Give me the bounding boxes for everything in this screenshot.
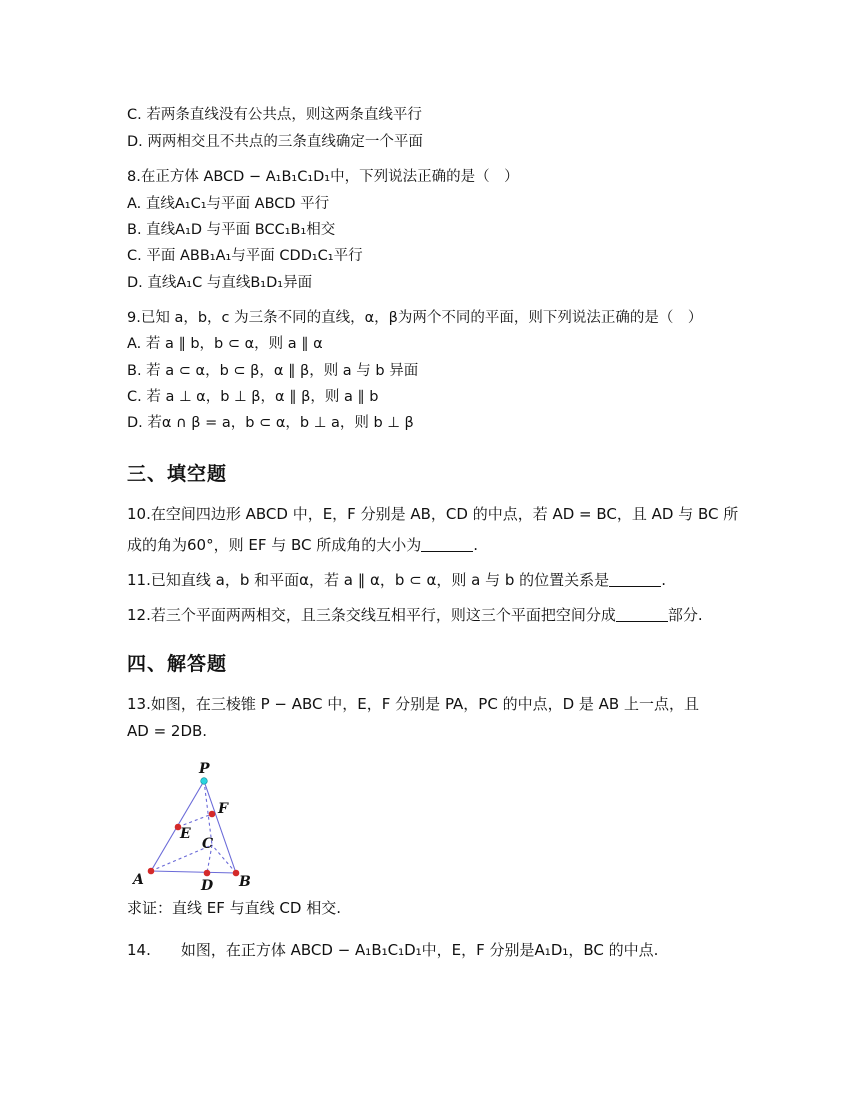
label-e: E: [180, 826, 191, 842]
question-11-text: 11.已知直线 a，b 和平面α，若 a ∥ α，b ⊂ α，则 a 与 b 的位置关系是: [127, 571, 610, 589]
point-d: [204, 870, 211, 877]
point-a: [148, 868, 155, 875]
question-8: 8.在正方体 ABCD − A₁B₁C₁D₁中，下列说法正确的是（ ）: [127, 169, 519, 185]
answer-blank[interactable]: [421, 537, 473, 552]
point-p: [201, 778, 208, 785]
label-f: F: [218, 801, 228, 817]
option-8c: C. 平面 ABB₁A₁与平面 CDD₁C₁平行: [127, 248, 363, 264]
question-12: [127, 605, 703, 625]
point-f: [209, 811, 216, 818]
option-7c: C. 若两条直线没有公共点，则这两条直线平行: [127, 107, 422, 123]
question-13: 13.如图，在三棱锥 P − ABC 中，E，F 分别是 PA，PC 的中点，D 是 AB 上一点，且: [127, 695, 699, 713]
question-12-suffix: 部分.: [667, 606, 703, 624]
question-12-text: 12.若三个平面两两相交，且三条交线互相平行，则这三个平面把空间分成: [127, 606, 616, 624]
question-10-cont: [127, 535, 478, 555]
answer-blank[interactable]: [616, 607, 668, 622]
edge-pb: [204, 781, 236, 873]
edge-ab: [151, 871, 236, 873]
label-p: P: [199, 761, 210, 777]
option-9d: D. 若α ∩ β = a，b ⊂ α，b ⊥ a，则 b ⊥ β: [127, 415, 414, 431]
section-heading-answer: 四、解答题: [127, 653, 228, 675]
question-11: [127, 570, 666, 590]
option-9a: A. 若 a ∥ b，b ⊂ α，则 a ∥ α: [127, 336, 323, 352]
option-8a: A. 直线A₁C₁与平面 ABCD 平行: [127, 196, 330, 212]
section-heading-fill-blank: 三、填空题: [127, 463, 228, 485]
option-9c: C. 若 a ⊥ α，b ⊥ β，α ∥ β，则 a ∥ b: [127, 389, 379, 405]
pyramid-figure: [127, 757, 267, 895]
label-c: C: [202, 836, 214, 852]
answer-blank[interactable]: [609, 572, 661, 587]
option-8b: B. 直线A₁D 与平面 BCC₁B₁相交: [127, 222, 336, 238]
question-9: 9.已知 a，b，c 为三条不同的直线，α，β为两个不同的平面，则下列说法正确的是（ ）: [127, 310, 703, 326]
label-a: A: [133, 872, 144, 888]
label-d: D: [201, 878, 214, 894]
option-8d: D. 直线A₁C 与直线B₁D₁异面: [127, 275, 313, 291]
question-13-cont: AD = 2DB.: [127, 722, 208, 740]
edge-bc: [212, 845, 236, 873]
question-10: 10.在空间四边形 ABCD 中，E，F 分别是 AB，CD 的中点，若 AD = BC，且 AD 与 BC 所: [127, 505, 739, 523]
question-10-text: 成的角为60°，则 EF 与 BC 所成角的大小为: [127, 536, 422, 554]
option-9b: B. 若 a ⊂ α，b ⊂ β，α ∥ β，则 a 与 b 异面: [127, 363, 419, 379]
label-b: B: [239, 874, 251, 890]
proof-statement: 求证：直线 EF 与直线 CD 相交.: [127, 899, 341, 917]
period: .: [661, 571, 666, 589]
option-7d: D. 两两相交且不共点的三条直线确定一个平面: [127, 134, 423, 150]
period: .: [473, 536, 479, 554]
question-14: 14. 如图，在正方体 ABCD − A₁B₁C₁D₁中，E，F 分别是A₁D₁，BC 的中点.: [127, 941, 659, 959]
